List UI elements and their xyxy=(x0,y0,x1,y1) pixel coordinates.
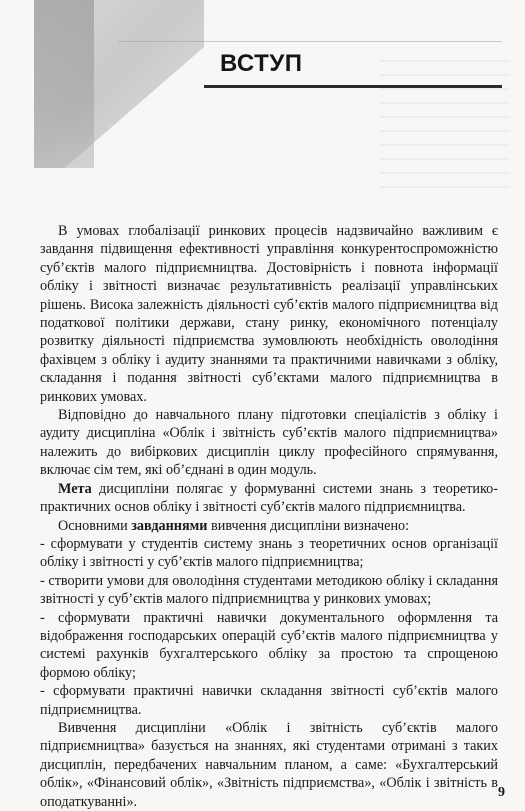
body-text xyxy=(40,222,498,811)
paragraph-tasks xyxy=(40,517,498,535)
paragraph-goal xyxy=(40,480,498,517)
tasks-text: вивчення дисципліни визначено: xyxy=(207,517,410,534)
goal-text: дисципліни полягає у формуванні системи знань з теоретико-практичних основ обліку і звітності суб’єктів малого підприємництва. xyxy=(40,480,498,516)
paragraph-intro: В умовах глобалізації ринкових процесів надзвичайно важливим є завдання підвищення ефективності управління конкурентоспроможністю суб’єктів малого підприємництва. Достовірність і повнота інформації обліку і звітності визначає результативність реалізації управлінських рішень. Висока залежність діяльності суб’єктів малого підприємництва від податкової політики держави, стану ринку, економічного потенціалу розвитку діяльності підприємства зумовлюють необхідність оволодіння фахівцем з обліку і аудиту знаннями та практичними навичками з обліку, складання і подання звітності суб’єктами малого підприємництва в ринкових умовах. xyxy=(40,223,498,405)
task-item-1: - сформувати у студентів систему знань з теоретичних основ організації обліку і звітності у суб’єктів малого підприємництва; xyxy=(40,535,498,571)
paragraph-curriculum: Відповідно до навчального плану підготовки спеціалістів з обліку і аудиту дисципліна «Облік і звітність суб’єктів малого підприємництва» належить до вибіркових дисциплін циклу професійного спрямування, включає сім тем, які об’єднані в один модуль. xyxy=(40,407,498,479)
page-title: ВСТУП xyxy=(220,50,303,77)
header-bevel-dark xyxy=(34,0,94,168)
header-rule xyxy=(204,85,502,88)
page-number: 9 xyxy=(498,785,505,800)
tasks-label: завданнями xyxy=(131,517,208,534)
header-decoration xyxy=(0,0,525,200)
header-thin-rule xyxy=(118,41,502,42)
task-item-4: - сформувати практичні навички складання звітності суб’єктів малого підприємництва. xyxy=(40,683,498,718)
task-item-2: - створити умови для оволодіння студентами методикою обліку і складання звітності у суб’єктів малого підприємництва у ринкових умовах; xyxy=(40,572,498,608)
header-show-through xyxy=(380,60,510,190)
paragraph-prerequisites: Вивчення дисципліни «Облік і звітність суб’єктів малого підприємництва» базується на знаннях, які студентами отримані з таких дисциплін, передбачених навчальним планом, а саме: «Бухгалтерський облік», «Фінансовий облік», «Звітність підприємства», «Облік і звітність в оподаткуванні». xyxy=(40,719,498,810)
tasks-intro: Основними xyxy=(58,517,132,534)
task-item-3: - сформувати практичні навички документального оформлення та відображення господарських операцій суб’єктів малого підприємництва у системі рахунків бухгалтерського обліку за простою та спрощеною формою обліку; xyxy=(40,609,498,681)
goal-label: Мета xyxy=(58,480,92,497)
